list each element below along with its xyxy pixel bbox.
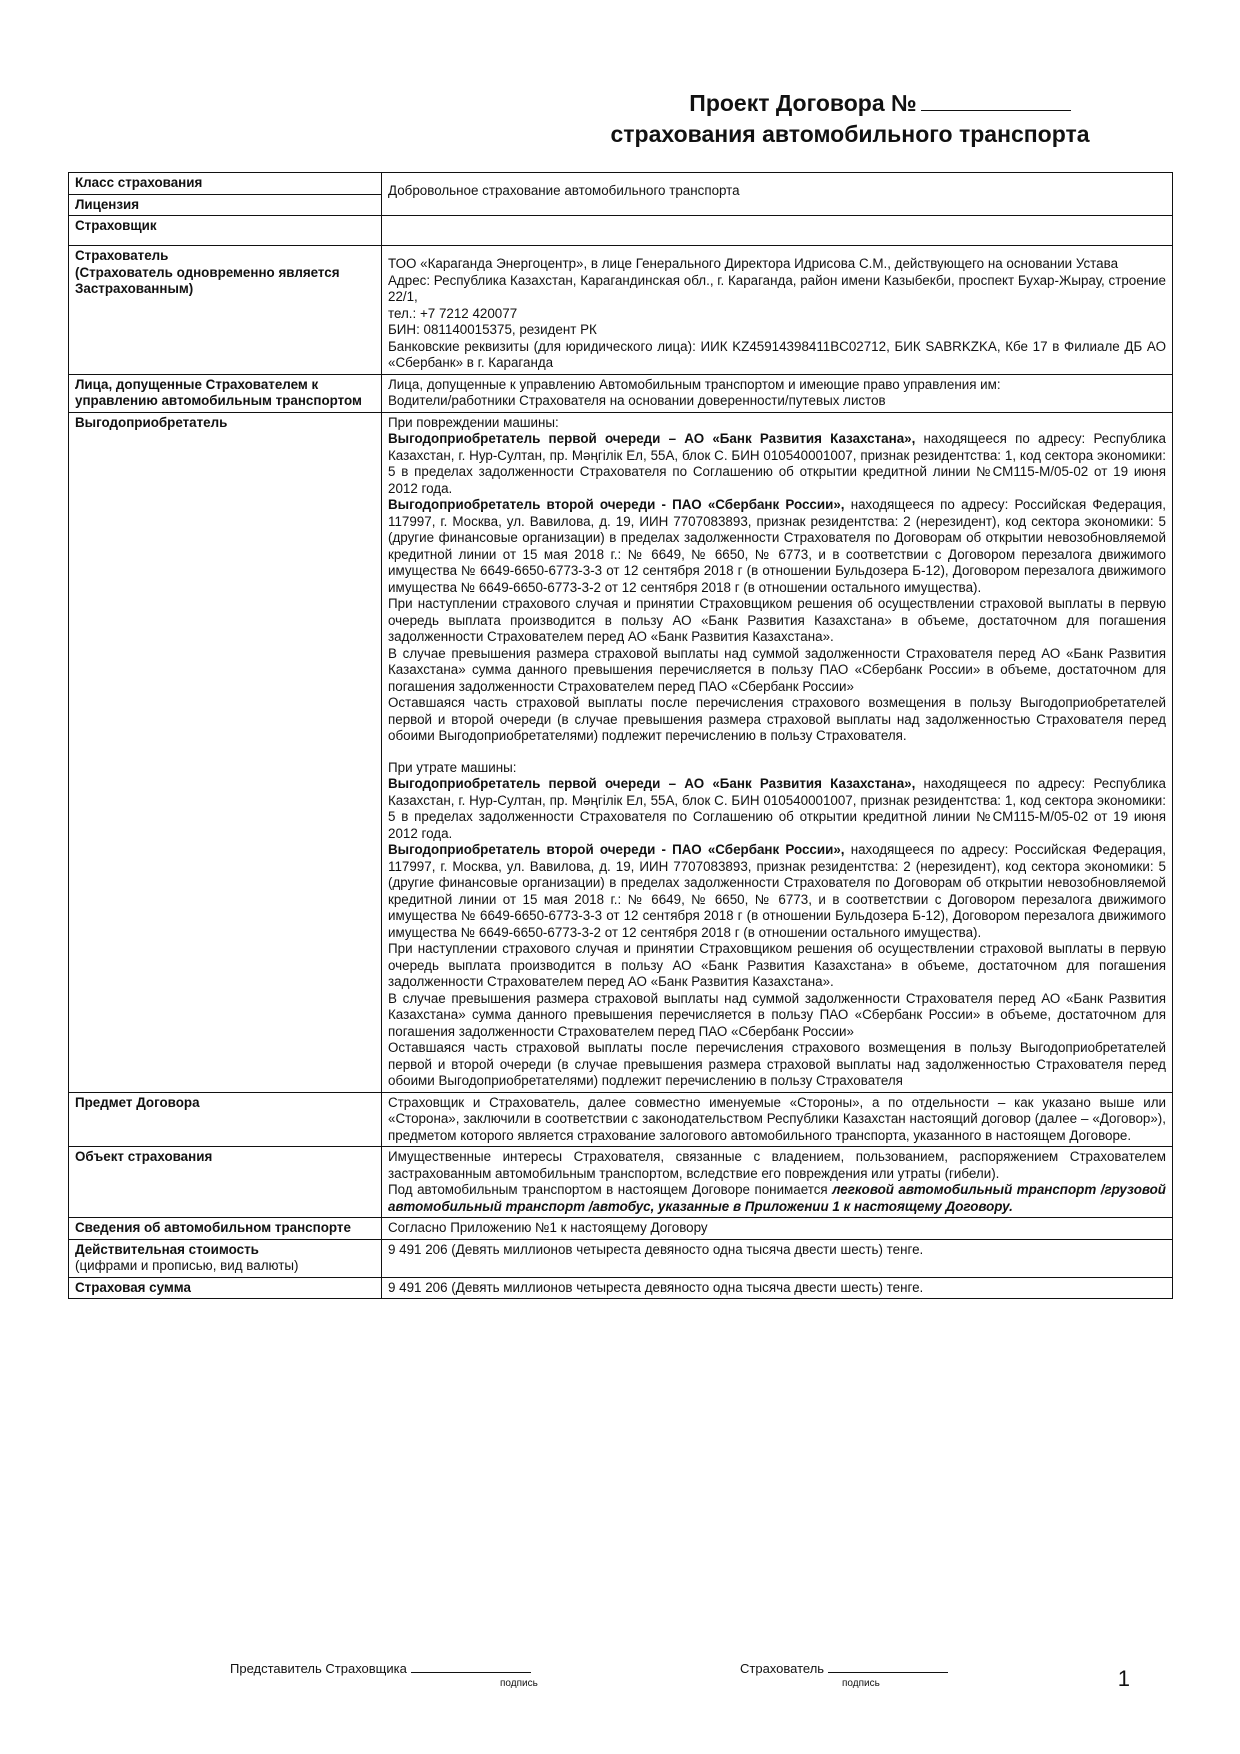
- insurer-value: [382, 216, 1173, 246]
- policyholder-phone: тел.: +7 7212 420077: [388, 305, 518, 321]
- first-beneficiary-name: Выгодоприобретатель первой очереди – АО «Банк Развития Казахстана»,: [388, 431, 916, 446]
- actual-value-value: 9 491 206 (Девять миллионов четыреста девяносто одна тысяча двести шесть) тенге.: [382, 1239, 1173, 1277]
- payout-3-loss: Оставшаяся часть страховой выплаты после перечисления страхового возмещения в пользу Выгодоприобретателей первой и второй очереди (в случае превышения размера страховой выплаты над задолженностью Страхователя перед обоими Выгодоприобретателями) подлежит перечислению в пользу Страхователя: [388, 1040, 1166, 1088]
- object-p2: [388, 1182, 1166, 1215]
- damage-header: При повреждении машины:: [388, 414, 559, 430]
- document-title: [570, 88, 1130, 150]
- row-value: [382, 173, 1173, 216]
- row-sum-insured: [69, 1277, 1173, 1299]
- row-subject: [69, 1092, 1173, 1147]
- second-beneficiary-name: Выгодоприобретатель второй очереди - ПАО «Сбербанк России»,: [388, 842, 845, 857]
- object-value: [382, 1147, 1173, 1218]
- policyholder-name: ТОО «Караганда Энергоцентр», в лице Генерального Директора Идрисова С.М., действующего на основании Устава: [388, 256, 1119, 271]
- policyholder-address: Адрес: Республика Казахстан, Карагандинская обл., г. Караганда, район имени Казыбекби, проспект Бухар-Жырау, строение 22/1,: [388, 272, 1166, 304]
- sum-insured-value: 9 491 206 (Девять миллионов четыреста девяносто одна тысяча двести шесть) тенге.: [382, 1277, 1173, 1299]
- actual-value-label: Действительная стоимость: [75, 1241, 259, 1257]
- signature-caption: подпись: [842, 1678, 880, 1689]
- drivers-value: [382, 374, 1173, 412]
- policyholder-details: [382, 246, 1173, 375]
- insurer-rep-label: Представитель Страховщика: [230, 1661, 407, 1676]
- policyholder-signature: [740, 1660, 948, 1689]
- row-label: Лица, допущенные Страхователем к управлению автомобильным транспортом: [69, 374, 382, 412]
- payout-1-loss: При наступлении страхового случая и принятии Страховщиком решения об осуществлении страховой выплаты в первую очередь выплата производится в пользу АО «Банк Развития Казахстана» в объеме, достаточном для погашения задолженности Страхователем перед АО «Банк Развития Казахстана».: [388, 941, 1166, 989]
- insurer-signature-line[interactable]: [411, 1660, 531, 1673]
- class-value: Добровольное страхование автомобильного транспорта: [388, 183, 740, 198]
- first-beneficiary-text: находящееся по адресу: Республика Казахстан, г. Нур-Султан, пр. Мәңгілік Ел, 55А, блок С. БИН 010540001007, признак резидентства: 1, код сектора экономики: 5 в пределах задолженности Страхователя по Соглашению об открытии кредитной линии №СМ115-М/05-02 от 19 июня 2012 года.: [388, 431, 1166, 496]
- row-drivers: [69, 374, 1173, 412]
- payout-2: В случае превышения размера страховой выплаты над суммой задолженности Страхователя перед АО «Банк Развития Казахстана» сумма данного превышения перечисляется в пользу ПАО «Сбербанк России» в объеме, достаточном для погашения задолженности Страхователем перед ПАО «Сбербанк России»: [388, 645, 1166, 694]
- row-insurer: [69, 216, 1173, 246]
- vehicle-info-value: Согласно Приложению №1 к настоящему Договору: [382, 1218, 1173, 1240]
- page-number: 1: [1117, 1666, 1130, 1691]
- row-label: Лицензия: [69, 194, 382, 216]
- object-p2-text: Под автомобильным транспортом в настоящем Договоре понимается: [388, 1182, 833, 1197]
- row-class: [69, 173, 1173, 195]
- payout-1: При наступлении страхового случая и принятии Страховщиком решения об осуществлении страховой выплаты в первую очередь выплата производится в пользу АО «Банк Развития Казахстана» в объеме, достаточном для погашения задолженности Страхователем перед АО «Банк Развития Казахстана».: [388, 596, 1166, 644]
- drivers-p1: Лица, допущенные к управлению Автомобильным транспортом и имеющие право управления им:: [388, 376, 1001, 392]
- row-label: Страховщик: [69, 216, 382, 246]
- row-label: Сведения об автомобильном транспорте: [69, 1218, 382, 1240]
- policyholder-label: Страхователь: [740, 1661, 825, 1676]
- row-label: Класс страхования: [69, 173, 382, 195]
- signature-caption: подпись: [500, 1678, 538, 1689]
- contract-table: [68, 172, 1173, 1299]
- title-line-2: страхования автомобильного транспорта: [610, 121, 1090, 147]
- row-label: [69, 1239, 382, 1277]
- second-beneficiary-text: находящееся по адресу: Российская Федерация, 117997, г. Москва, ул. Вавилова, д. 19, ИИН 7707083893, признак резидентства: 2 (нерезидент), код сектора экономики: 5 (другие финансовые организации) в пределах задолженности Страхователя по Договорам об открытии невозобновляемой кредитной линии от 15 мая 2018 г.: № 6649, № 6650, № 6773, и в соответствии с Договором перезалога движимого имущества № 6649-6650-6773-3-3 от 12 сентября 2018 г (в отношении Бульдозера Б-12), Договором перезалога движимого имущества № 6649-6650-6773-3-2 от 12 сентября 2018 г (в отношении остального имущества).: [388, 497, 1166, 595]
- policyholder-note: (Страхователь одновременно является Застрахованным): [75, 264, 340, 296]
- policyholder-label: Страхователь: [75, 248, 169, 263]
- policyholder-bin: БИН: 081140015375, резидент РК: [388, 322, 597, 337]
- first-beneficiary-text: находящееся по адресу: Республика Казахстан, г. Нур-Султан, пр. Мәңгілік Ел, 55А, блок С. БИН 010540001007, признак резидентства: 1, код сектора экономики: 5 в пределах задолженности Страхователя по Соглашению об открытии кредитной линии №СМ115-М/05-02 от 19 июня 2012 года.: [388, 776, 1166, 841]
- policyholder-signature-line[interactable]: [828, 1660, 948, 1673]
- beneficiary-first: [388, 431, 1166, 497]
- beneficiary-first-loss: [388, 776, 1166, 842]
- row-object: [69, 1147, 1173, 1218]
- object-p1: Имущественные интересы Страхователя, связанные с владением, пользованием, распоряжением Страхователем застрахованным автомобильным транспортом, вследствие его повреждения или утраты (гибели).: [388, 1149, 1166, 1181]
- beneficiary-value: [382, 412, 1173, 1092]
- drivers-p2: Водители/работники Страхователя на основании доверенности/путевых листов: [388, 393, 886, 408]
- row-label: Объект страхования: [69, 1147, 382, 1218]
- first-beneficiary-name: Выгодоприобретатель первой очереди – АО «Банк Развития Казахстана»,: [388, 776, 916, 791]
- row-actual-value: [69, 1239, 1173, 1277]
- payout-3: Оставшаяся часть страховой выплаты после перечисления страхового возмещения в пользу Выгодоприобретателей первой и второй очереди (в случае превышения размера страховой выплаты над задолженностью Страхователя перед обоими Выгодоприобретателями) подлежит перечислению в пользу Страхователя.: [388, 695, 1166, 743]
- row-vehicle-info: [69, 1218, 1173, 1240]
- row-label: Выгодоприобретатель: [69, 412, 382, 1092]
- loss-header: При утрате машины:: [388, 759, 517, 775]
- row-label: Страховая сумма: [69, 1277, 382, 1299]
- row-policyholder: [69, 246, 1173, 375]
- beneficiary-second: [388, 497, 1166, 596]
- policyholder-bank: Банковские реквизиты (для юридического лица): ИИК KZ45914398411BC02712, БИК SABRKZKA, Кбе 17 в Филиале ДБ АО «Сбербанк» в г. Караганда: [388, 338, 1166, 370]
- row-label: Предмет Договора: [69, 1092, 382, 1147]
- contract-number-blank[interactable]: [921, 90, 1071, 111]
- second-beneficiary-name: Выгодоприобретатель второй очереди - ПАО «Сбербанк России»,: [388, 497, 845, 512]
- row-beneficiary: [69, 412, 1173, 1092]
- signature-footer: [230, 1660, 1130, 1720]
- row-label: [69, 246, 382, 375]
- actual-value-note: (цифрами и прописью, вид валюты): [75, 1258, 299, 1273]
- beneficiary-second-loss: [388, 842, 1166, 941]
- second-beneficiary-text: находящееся по адресу: Российская Федерация, 117997, г. Москва, ул. Вавилова, д. 19, ИИН 7707083893, признак резидентства: 2 (нерезидент), код сектора экономики: 5 (другие финансовые организации) в пределах задолженности Страхователя по Договорам об открытии невозобновляемой кредитной линии от 15 мая 2018 г.: № 6649, № 6650, № 6773, и в соответствии с Договором перезалога движимого имущества № 6649-6650-6773-3-3 от 12 сентября 2018 г (в отношении Бульдозера Б-12), Договором перезалога движимого имущества № 6649-6650-6773-3-2 от 12 сентября 2018 г (в отношении остального имущества).: [388, 842, 1166, 940]
- insurer-signature: [230, 1660, 538, 1689]
- title-line-1: Проект Договора №: [689, 90, 917, 116]
- object-p2-emphasis: легковой автомобильный транспорт /грузовой автомобильный транспорт /автобус, указанные в Приложении 1 к настоящему Договору.: [388, 1182, 1166, 1214]
- payout-2-loss: В случае превышения размера страховой выплаты над суммой задолженности Страхователя перед АО «Банк Развития Казахстана» сумма данного превышения перечисляется в пользу ПАО «Сбербанк России» в объеме, достаточном для погашения задолженности Страхователем перед ПАО «Сбербанк России»: [388, 990, 1166, 1039]
- subject-value: Страховщик и Страхователь, далее совместно именуемые «Стороны», а по отдельности – как указано выше или «Сторона», заключили в соответствии с законодательством Республики Казахстан настоящий договор (далее – «Договор»), предметом которого является страхование залогового автомобильного транспорта, указанного в настоящем Договоре.: [382, 1092, 1173, 1147]
